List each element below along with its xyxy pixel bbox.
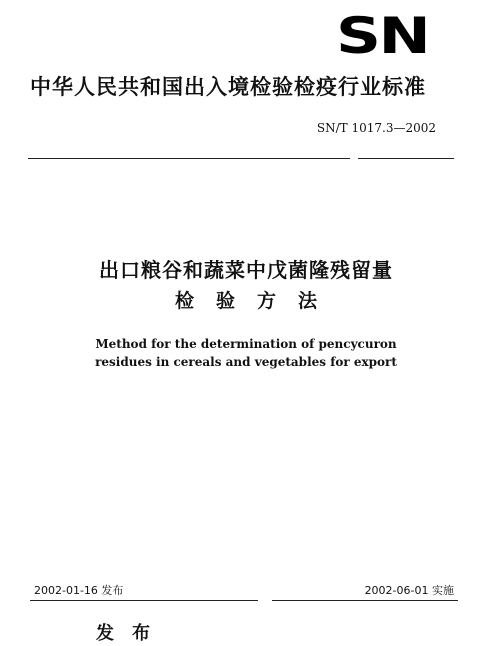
implementation-date: 2002-06-01 实施 <box>364 584 454 597</box>
footer-divider-left <box>30 600 258 601</box>
header-divider-short <box>358 158 454 159</box>
english-title-line-1: Method for the determination of pencycuron <box>95 337 397 351</box>
chinese-title: 出口粮谷和蔬菜中戊菌隆残留量 <box>99 258 393 282</box>
sn-logo: SN <box>336 7 429 65</box>
publisher-line: 发布 <box>96 623 168 644</box>
english-title-line-2: residues in cereals and vegetables for export <box>95 355 397 369</box>
chinese-subtitle: 检验方法 <box>174 290 339 312</box>
footer-divider-right <box>272 600 458 601</box>
issue-date: 2002-01-16 发布 <box>34 584 124 597</box>
standard-code: SN/T 1017.3—2002 <box>316 121 436 135</box>
issuing-organization: 中华人民共和国出入境检验检疫行业标准 <box>30 75 426 99</box>
header-divider <box>28 158 350 159</box>
